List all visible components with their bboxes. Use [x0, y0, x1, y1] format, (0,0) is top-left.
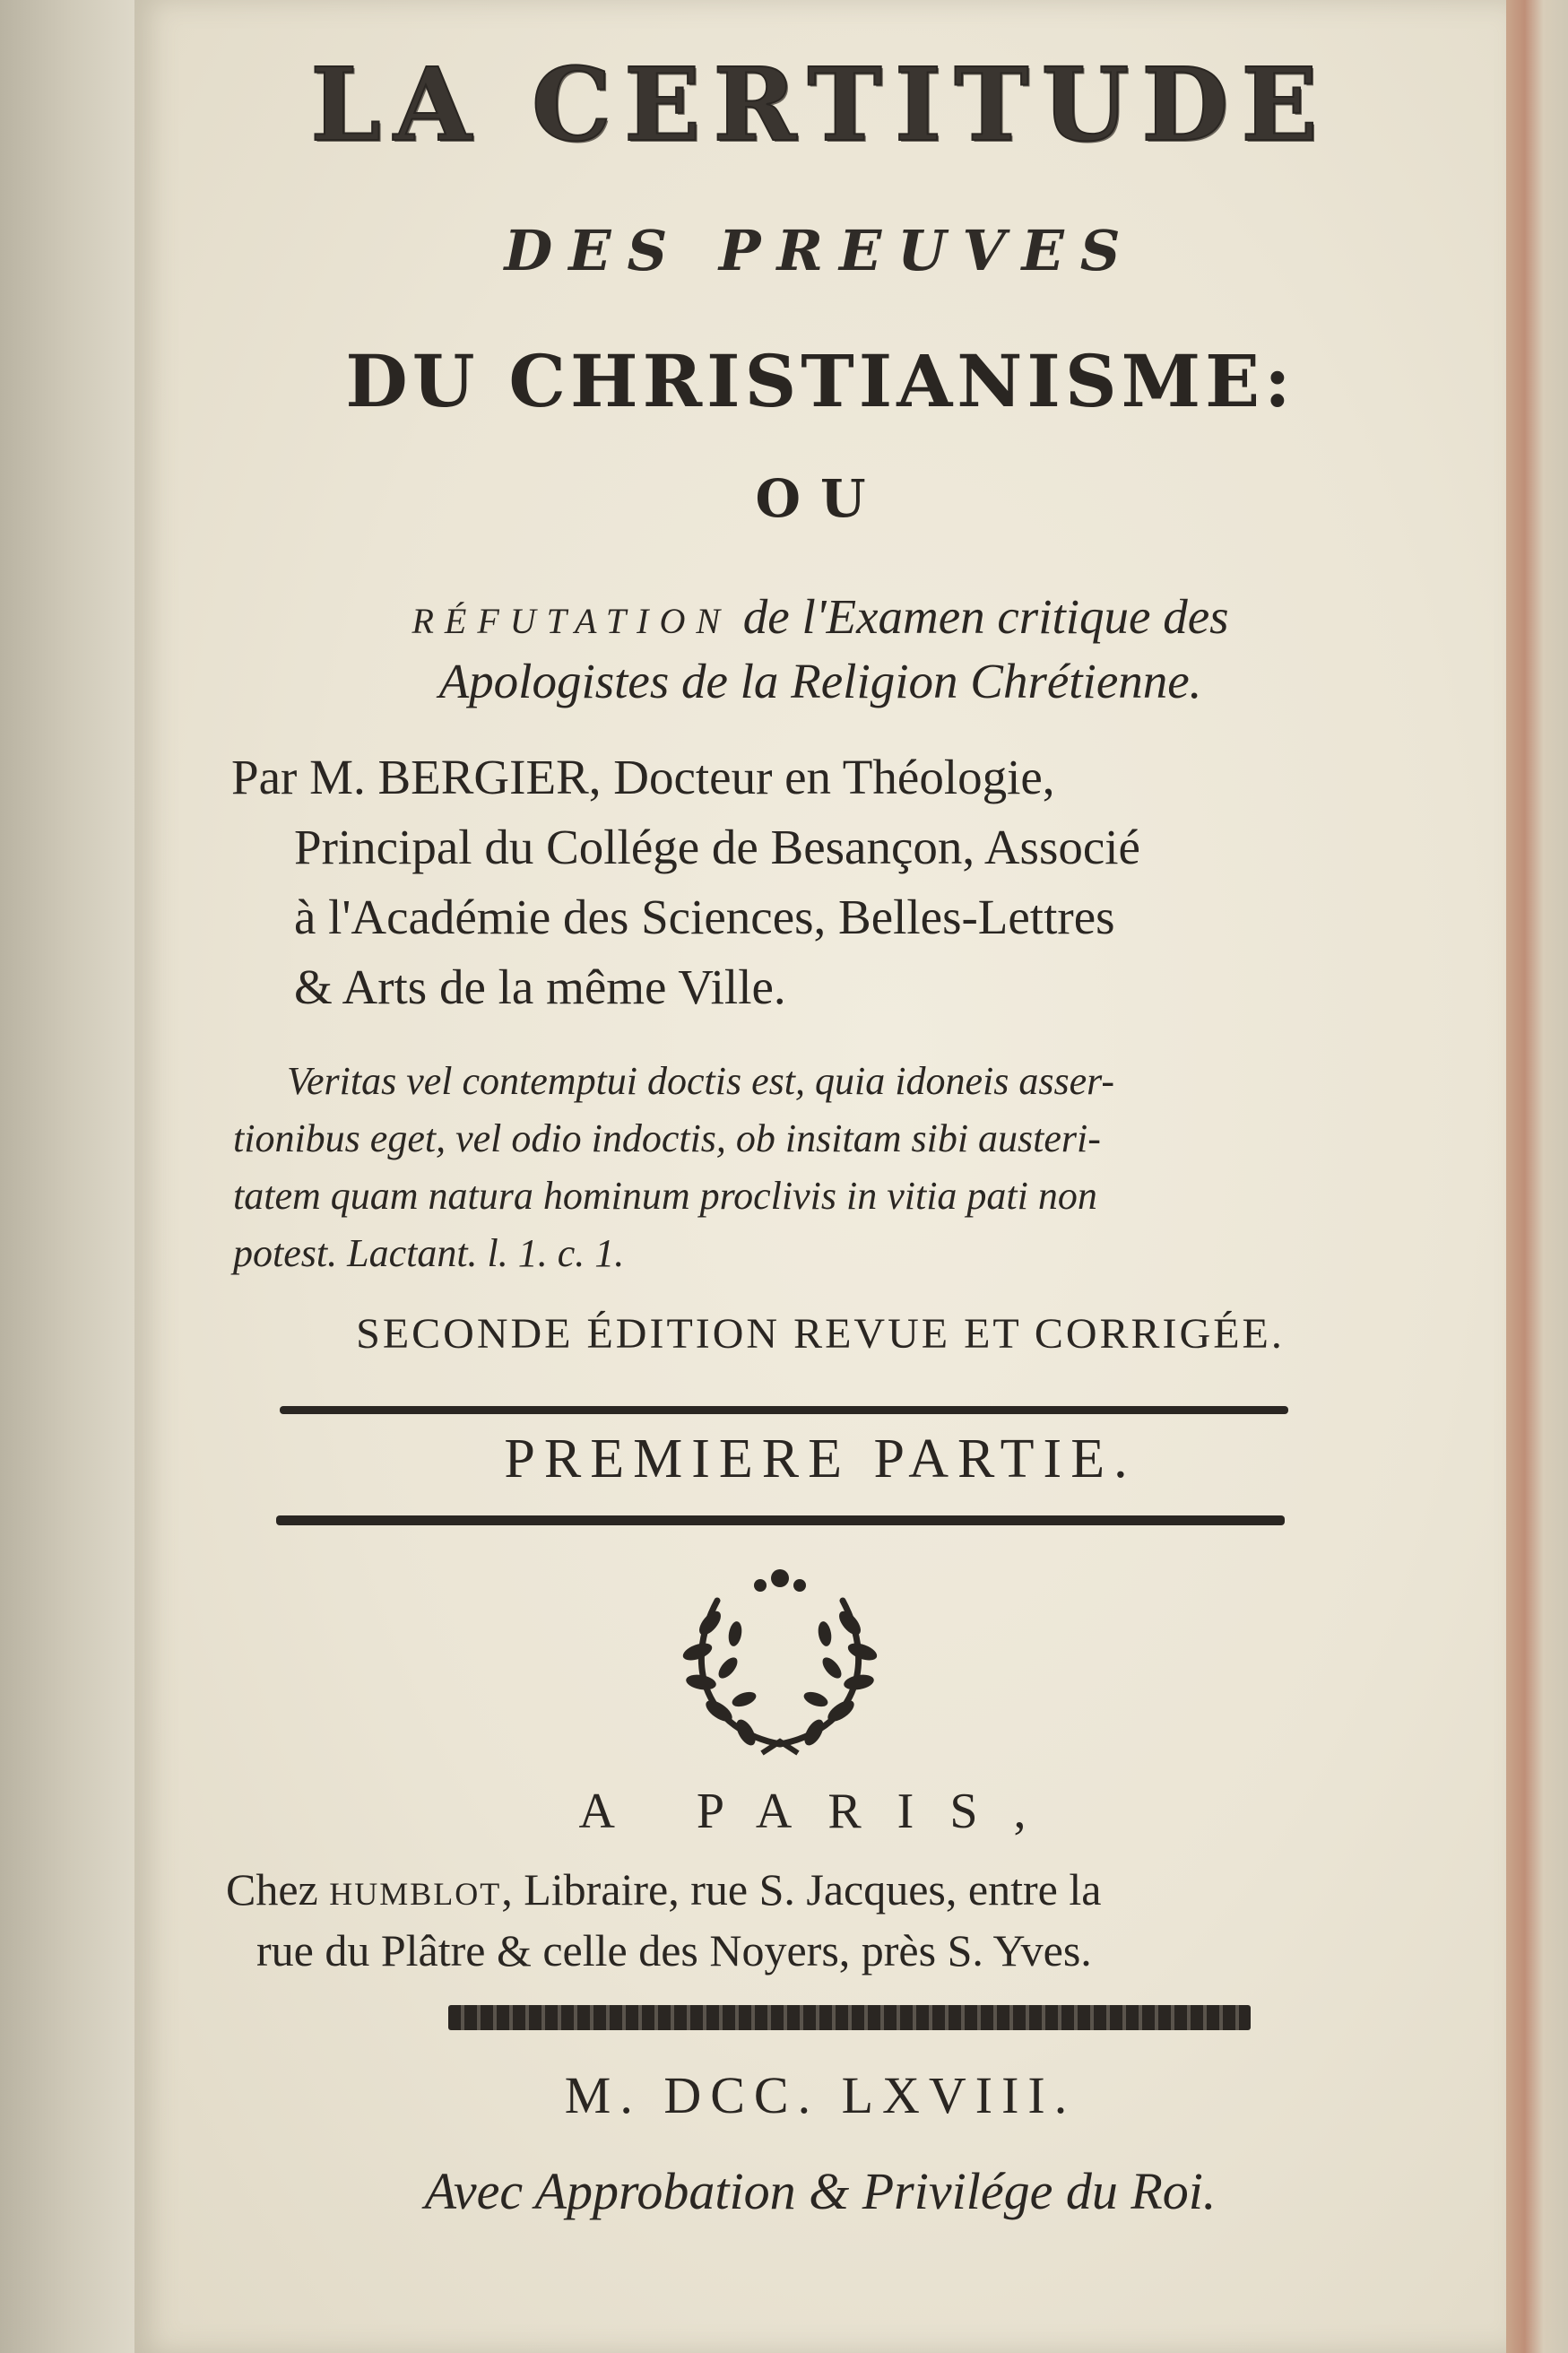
book-title: LA CERTITUDE [310, 47, 1330, 164]
part-heading: PREMIERE PARTIE. [504, 1428, 1137, 1489]
publisher-address: , Libraire, rue S. Jacques, entre la [501, 1864, 1102, 1915]
rule-above-date [448, 2005, 1251, 2030]
epigraph-line-4: potest. Lactant. l. 1. c. 1. [233, 1231, 625, 1275]
author-line-2: Principal du Collége de Besançon, Associé [294, 820, 1140, 874]
approbation-line: Avec Approbation & Privilége du Roi. [424, 2162, 1217, 2220]
binding-gutter [0, 0, 152, 2353]
author-line-1: Par M. BERGIER, Docteur en Théologie, [231, 750, 1055, 804]
publisher-prefix: Chez [226, 1864, 330, 1915]
rule-above-part [280, 1406, 1288, 1414]
epigraph-line-2: tionibus eget, vel odio indoctis, ob insitam sibi austeri- [233, 1116, 1101, 1160]
refutation-line-1 [134, 588, 1506, 645]
subtitle-line-1: DES PREUVES [504, 218, 1137, 283]
author-line-4: & Arts de la même Ville. [294, 959, 786, 1014]
refutation-lead: RÉFUTATION [411, 601, 732, 641]
conjunction: OU [755, 468, 886, 529]
publisher-line-2: rue du Plâtre & celle des Noyers, près S. Yves. [256, 1925, 1092, 1975]
publisher-line-1 [226, 1863, 1101, 1915]
publisher-name: HUMBLOT [329, 1876, 502, 1912]
refutation-line-2: Apologistes de la Religion Chrétienne. [438, 654, 1202, 708]
author-line-3: à l'Académie des Sciences, Belles-Lettres [294, 890, 1115, 944]
rule-below-part [276, 1515, 1285, 1525]
wreath-ornament-icon [654, 1551, 905, 1767]
publication-year: M. DCC. LXVIII. [564, 2066, 1077, 2124]
epigraph-line-1: Veritas vel contemptui doctis est, quia idoneis asser- [287, 1059, 1114, 1103]
epigraph-line-3: tatem quam natura hominum proclivis in vitia pati non [233, 1174, 1097, 1218]
refutation-rest: de l'Examen critique des [742, 589, 1229, 644]
page-edge [1506, 0, 1568, 2353]
edition-statement: SECONDE ÉDITION REVUE ET CORRIGÉE. [356, 1310, 1285, 1358]
subtitle-line-2: DU CHRISTIANISME: [345, 339, 1295, 423]
imprint-place: A PARIS, [578, 1784, 1062, 1839]
